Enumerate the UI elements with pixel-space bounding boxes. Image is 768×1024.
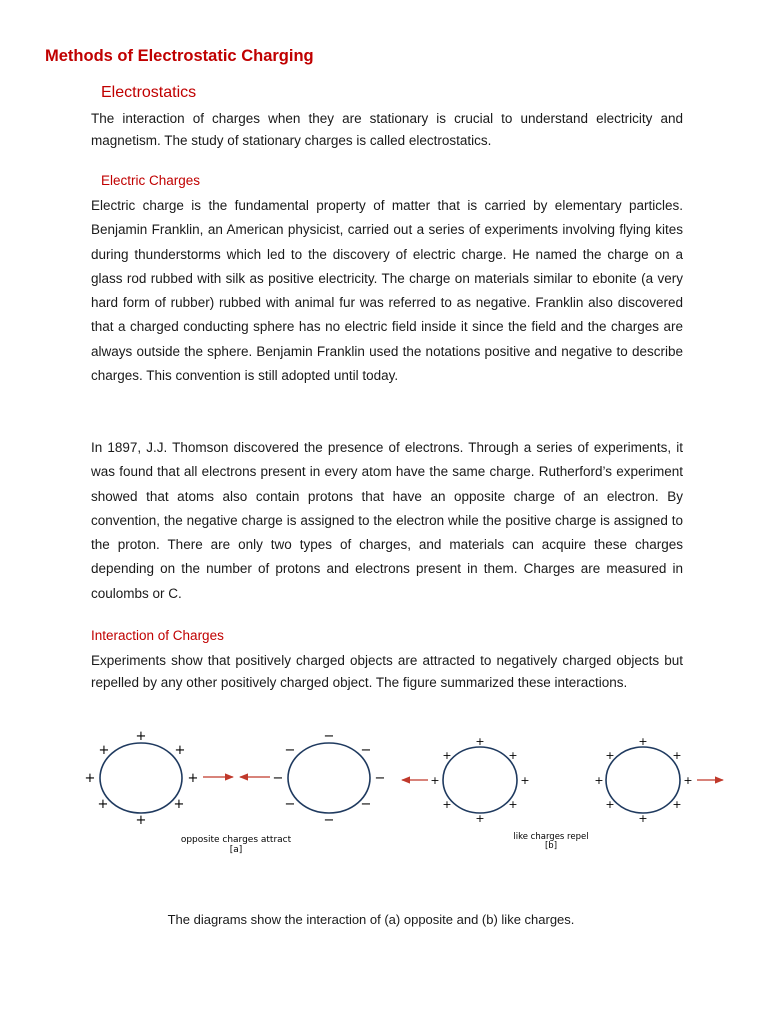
sphere-a-positive [85,729,199,828]
charge-sign: + [672,749,682,762]
paragraph-interaction: Experiments show that positively charged objects are attracted to negatively charged objects but repelled by any other positively charged object. The figure summarized these interactions. [91,653,683,690]
sphere-a-negative-outline [288,743,370,813]
charge-sign: + [683,774,693,787]
charge-sign: + [97,797,109,812]
charge-sign: + [638,735,648,748]
charge-sign: + [605,749,615,762]
charge-sign: + [430,774,440,787]
sphere-b-right-outline [606,747,680,813]
tag-a: [a] [229,845,243,855]
heading-interaction-of-charges: Interaction of Charges [91,628,224,643]
charge-sign: − [272,771,284,786]
label-opposite-charges-attract: opposite charges attract [180,835,292,845]
label-like-charges-repel: like charges repel [513,832,589,842]
sphere-a-positive-outline [97,743,182,813]
sphere-b-positive-left [430,735,529,825]
paragraph-electric-charges: Electric charge is the fundamental property of matter that is carried by elementary particles. Benjamin Franklin, an American physicist, carried out a series of experiments involving flying kites during thunderstorms which led to the discovery of electric charge. He named the charge on a glass rod rubbed with silk as positive electricity. The charge on materials similar to ebonite (a very hard form of rubber) rubbed with animal fur was referred to as negative. Franklin also discovered that a charged conducting sphere has no electric field inside it since the field and the charges are always outside the sphere. Benjamin Franklin used the notations positive and negative to describe charges. This convention is still adopted until today. [91,198,683,384]
charge-sign: + [475,735,485,748]
charge-sign: + [442,749,452,762]
document-title: Methods of Electrostatic Charging [45,47,314,65]
tag-b: [b] [544,841,558,851]
paragraph-thomson: In 1897, J.J. Thomson discovered the presence of electrons. Through a series of experiments, it was found that all electrons present in every atom have the same charge. Rutherford’s experiment showed that atoms also contain protons that have an opposite charge of an electron. By convention, the negative charge is assigned to the electron while the positive charge is assigned to the proton. There are only two types of charges, and materials can acquire these charges depending on the number of protons and electrons present in them. Charges are measured in coulombs or C. [91,440,683,601]
sphere-b-left-outline [443,747,517,813]
charge-sign: + [475,812,485,825]
paragraph-electrostatics: The interaction of charges when they are stationary is crucial to understand electricity and magnetism. The study of stationary charges is called electrostatics. [91,111,683,148]
charge-sign: + [442,798,452,811]
charge-sign: + [605,798,615,811]
charge-sign: + [84,771,96,786]
charge-sign: − [323,729,335,744]
heading-electric-charges: Electric Charges [101,173,201,188]
charge-sign: + [173,797,185,812]
charge-sign: + [672,798,682,811]
charge-sign: − [323,813,335,828]
charge-sign: − [284,743,296,758]
charge-sign: − [374,771,386,786]
charge-sign: + [638,812,648,825]
charge-sign: − [360,797,372,812]
charge-sign: + [174,743,186,758]
charge-sign: + [508,798,518,811]
charge-sign: + [98,743,110,758]
heading-electrostatics: Electrostatics [101,84,197,101]
charge-sign: + [135,729,147,744]
charge-sign: + [135,813,147,828]
charge-sign: + [594,774,604,787]
charge-sign: + [187,771,199,786]
figure-caption: The diagrams show the interaction of (a) opposite and (b) like charges. [167,912,575,927]
charge-sign: + [520,774,530,787]
sphere-b-positive-right [594,735,692,825]
charge-sign: − [284,797,296,812]
charge-interaction-figure [0,725,768,855]
sphere-a-negative [273,729,386,828]
charge-sign: + [508,749,518,762]
charge-sign: − [360,743,372,758]
